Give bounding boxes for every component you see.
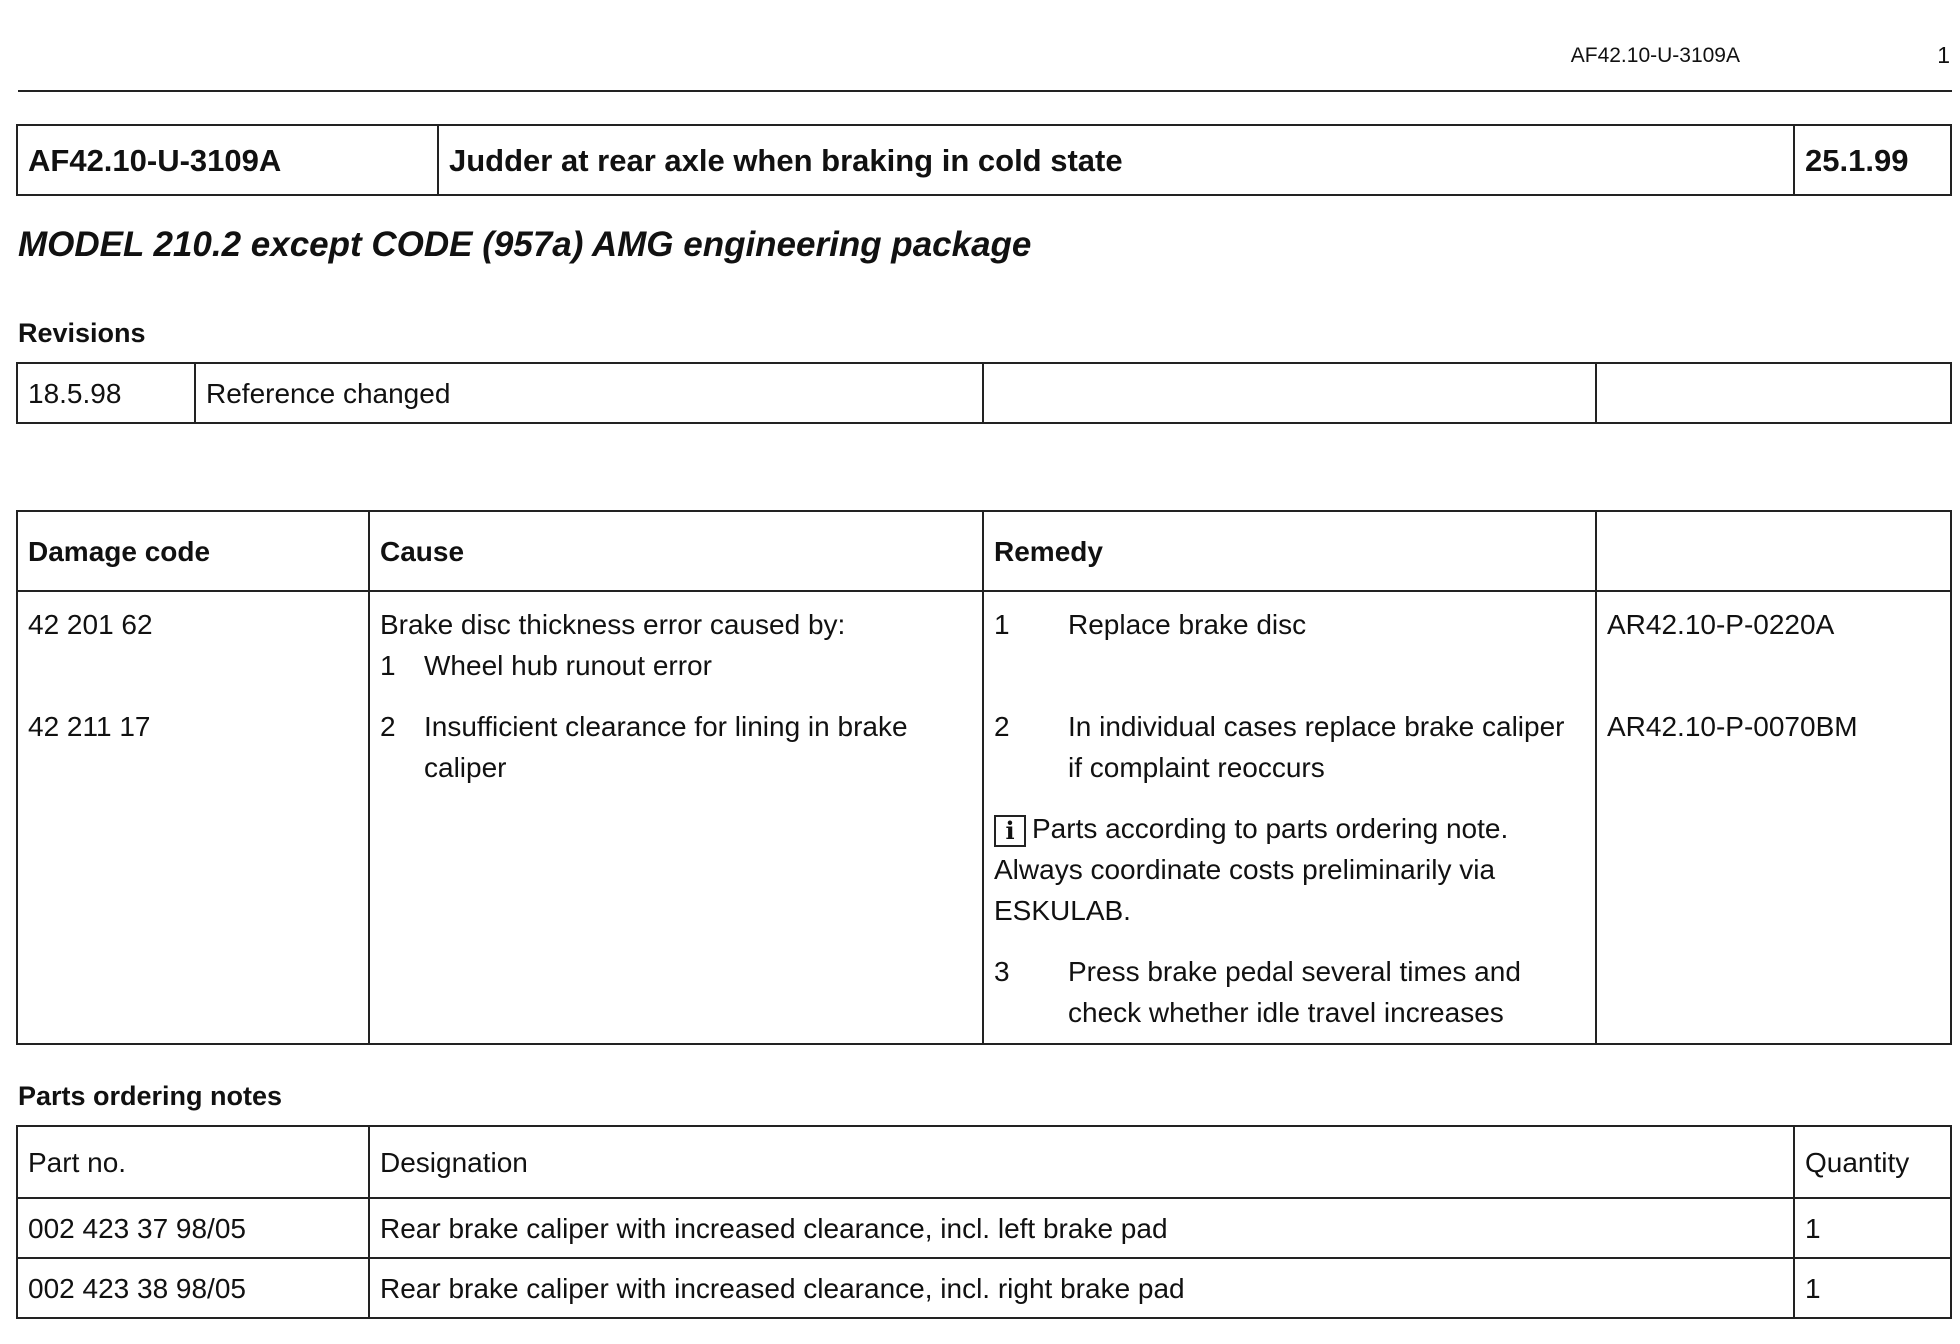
- document-code: AF42.10-U-3109A: [17, 125, 438, 195]
- remedy-text: In individual cases replace brake caliper if complaint reoccurs: [1068, 711, 1565, 783]
- quantity: 1: [1794, 1198, 1951, 1258]
- header-reference: [1596, 511, 1951, 591]
- cause-number: 1: [380, 650, 396, 681]
- header-cause: Cause: [369, 511, 983, 591]
- revisions-label: Revisions: [18, 318, 146, 348]
- remedy-item: [994, 951, 1585, 1033]
- remedy-cell: [983, 591, 1596, 1044]
- reference-link[interactable]: AR42.10-P-0070BM: [1607, 711, 1858, 742]
- header-designation: Designation: [369, 1126, 1794, 1198]
- table-header-row: [17, 511, 1951, 591]
- remedy-item: [994, 706, 1585, 788]
- remedy-item: [994, 604, 1585, 645]
- document-title: Judder at rear axle when braking in cold state: [438, 125, 1794, 195]
- damage-code: 42 211 17: [28, 711, 151, 742]
- revision-col3: [983, 363, 1596, 423]
- cause-item: [380, 706, 972, 788]
- parts-note: [994, 808, 1585, 931]
- parts-table: [16, 1125, 1952, 1319]
- cause-item: [380, 645, 972, 686]
- revision-text: Reference changed: [195, 363, 983, 423]
- cause-text: Wheel hub runout error: [424, 650, 712, 681]
- remedy-text: Replace brake disc: [1068, 609, 1307, 640]
- damage-code-cell: [17, 591, 369, 1044]
- header-rule: [18, 90, 1952, 92]
- cause-number: 2: [380, 711, 396, 742]
- cause-cell: [369, 591, 983, 1044]
- remedy-number: 3: [994, 956, 1010, 987]
- revisions-table: [16, 362, 1952, 424]
- designation: Rear brake caliper with increased clearance, incl. left brake pad: [369, 1198, 1794, 1258]
- model-line: MODEL 210.2 except CODE (957a) AMG engineering package: [18, 225, 1032, 264]
- header-damage-code: Damage code: [17, 511, 369, 591]
- designation: Rear brake caliper with increased clearance, incl. right brake pad: [369, 1258, 1794, 1318]
- reference-link[interactable]: AR42.10-P-0220A: [1607, 609, 1835, 640]
- revision-col4: [1596, 363, 1951, 423]
- table-row: [17, 1198, 1951, 1258]
- reference-cell: [1596, 591, 1951, 1044]
- part-no: 002 423 38 98/05: [17, 1258, 369, 1318]
- table-row: [17, 363, 1951, 423]
- page-number: 1: [1937, 42, 1950, 68]
- remedy-text: Press brake pedal several times and check whether idle travel increases: [1068, 956, 1521, 1028]
- header-quantity: Quantity: [1794, 1126, 1951, 1198]
- parts-notes-label: Parts ordering notes: [18, 1081, 283, 1111]
- part-no: 002 423 37 98/05: [17, 1198, 369, 1258]
- cause-text: Insufficient clearance for lining in brake caliper: [424, 711, 908, 783]
- remedy-number: 2: [994, 711, 1010, 742]
- quantity: 1: [1794, 1258, 1951, 1318]
- header-part-no: Part no.: [17, 1126, 369, 1198]
- info-icon: i: [994, 815, 1026, 847]
- document-date: 25.1.99: [1794, 125, 1951, 195]
- cause-intro: Brake disc thickness error caused by:: [380, 609, 846, 640]
- revision-date: 18.5.98: [17, 363, 195, 423]
- table-header-row: [17, 1126, 1951, 1198]
- remedy-number: 1: [994, 609, 1010, 640]
- header-doc-ref: AF42.10-U-3109A: [1570, 44, 1740, 67]
- title-table: [16, 124, 1952, 196]
- header-remedy: Remedy: [983, 511, 1596, 591]
- table-row: [17, 1258, 1951, 1318]
- table-row: [17, 591, 1951, 1044]
- damage-code: 42 201 62: [28, 609, 153, 640]
- damage-table: [16, 510, 1952, 1045]
- parts-note-text: Parts according to parts ordering note. Always coordinate costs preliminarily via ESKULAB.: [994, 813, 1509, 926]
